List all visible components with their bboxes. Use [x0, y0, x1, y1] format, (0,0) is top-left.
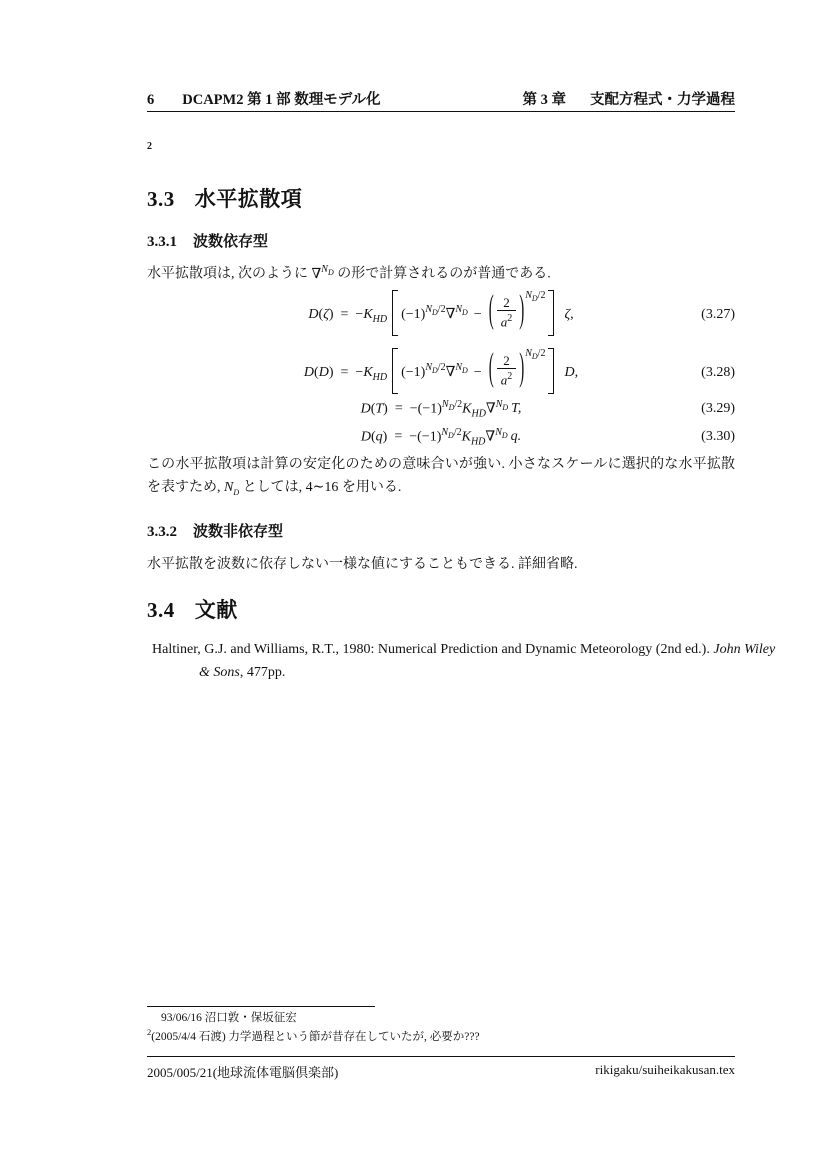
equation-3-27: $D(\zeta) = -K_{HD}$ $(-1)^{N_D/2}\nabla^{N_D}$ − ( $\frac{2}{a^2}$ )$^{N_D/2}$ζ, (3.27): [147, 286, 735, 344]
left-bracket: [392, 348, 398, 394]
big-left-paren: (: [488, 290, 494, 333]
paragraph-text: この水平拡散項は計算の安定化のための意味合いが強い. 小さなスケールに選択的な水平拡散を表すため,: [147, 457, 735, 495]
footer-rule: [147, 1056, 735, 1057]
fraction: $\frac{2}{a^2}$: [495, 295, 519, 330]
equation-number: (3.29): [701, 401, 735, 416]
footer-right: rikigaku/suiheikakusan.tex: [595, 1062, 735, 1077]
paragraph-wavenumber-independent: 水平拡散を波数に依存しない一様な値にすることもできる. 詳細省略.: [147, 557, 578, 572]
paragraph-wavenumber-dependent: [147, 258, 735, 286]
fraction: $\frac{2}{a^2}$: [495, 353, 519, 388]
big-right-paren: ): [519, 290, 525, 333]
nd-inline: $N_D$: [224, 480, 240, 497]
bibliography-entry: [147, 638, 787, 684]
reference-pages: , 477pp.: [239, 665, 286, 680]
subsection-title: 波数非依存型: [193, 524, 284, 540]
reference-source: John Wiley & Sons: [199, 642, 776, 680]
footnote-marker-2: 2: [147, 141, 152, 152]
page-number: 6: [147, 92, 155, 108]
equation-3-29: $D(T) = -(-1)^{N_D/2}K_{HD}\nabla^{N_D}$ T, (3.29): [360, 398, 735, 419]
subsection-number: 3.3.2: [147, 524, 177, 540]
footnote-marker: 2: [147, 1027, 152, 1037]
section-number: 3.4: [147, 598, 175, 622]
paragraph-text: としては, 4∼16 を用いる.: [239, 480, 402, 495]
nabla: ∇: [485, 401, 496, 417]
nabla: ∇: [485, 429, 496, 445]
right-bracket: [548, 290, 554, 336]
operator-D: D: [303, 365, 315, 380]
header-right: [523, 88, 736, 109]
section-heading-3-4: [147, 594, 735, 624]
footnote-line-1: 93/06/16 沼口敦・保坂征宏: [161, 1012, 297, 1024]
equation-number: (3.30): [701, 429, 735, 444]
footnote-rule: [147, 1006, 375, 1007]
subsection-heading-3-3-1: [147, 230, 735, 251]
section-title: 水平拡散項: [194, 187, 303, 211]
header-chapter-title: 支配方程式・力学過程: [590, 92, 735, 108]
section-number: 3.3: [147, 187, 175, 211]
operator-D: D: [360, 429, 371, 445]
operator-D: D: [360, 401, 371, 417]
big-right-paren: ): [519, 348, 525, 391]
nabla-inline: ∇$^{N_D}$: [311, 264, 334, 282]
nabla: ∇: [445, 307, 456, 322]
paragraph-diffusion-purpose: [147, 453, 735, 504]
header-rule: [147, 111, 735, 112]
left-bracket: [392, 290, 398, 336]
paragraph-text: の形で計算されるのが普通である.: [333, 266, 551, 282]
header-left: [147, 88, 380, 109]
equation-3-28: $D(D) = -K_{HD}$ $(-1)^{N_D/2}\nabla^{N_D}$ − ( $\frac{2}{a^2}$ )$^{N_D/2}$D, (3.28): [147, 344, 735, 402]
equation-number: (3.27): [701, 307, 735, 322]
paragraph-text: 水平拡散項は, 次のように: [147, 266, 312, 282]
section-title: 文献: [194, 598, 238, 622]
subsection-heading-3-3-2: [147, 520, 735, 541]
reference-text: Haltiner, G.J. and Williams, R.T., 1980: Numerical Prediction and Dynamic Meteorology (2nd ed.).: [152, 642, 714, 657]
section-heading-3-3: [147, 183, 735, 213]
header-chapter: 第 3 章: [522, 92, 566, 108]
footnote-line-2: $^2$(2005/4/4 石渡) 力学過程という節が昔存在していたが, 必要か???: [147, 1027, 480, 1043]
equation-number: (3.28): [701, 365, 735, 380]
header-left-title: DCAPM2 第 1 部 数理モデル化: [182, 92, 381, 108]
equation-3-30: $D(q) = -(-1)^{N_D/2}K_{HD}\nabla^{N_D}$ q. (3.30): [360, 426, 735, 447]
subsection-title: 波数依存型: [193, 234, 269, 250]
nabla: ∇: [445, 365, 456, 380]
subsection-number: 3.3.1: [147, 234, 177, 250]
right-bracket: [548, 348, 554, 394]
page-footer: [147, 1062, 735, 1081]
big-left-paren: (: [488, 348, 494, 391]
footer-left: 2005/005/21(地球流体電脳倶楽部): [147, 1065, 339, 1080]
page-header: [147, 88, 735, 109]
operator-D: D: [308, 307, 319, 322]
